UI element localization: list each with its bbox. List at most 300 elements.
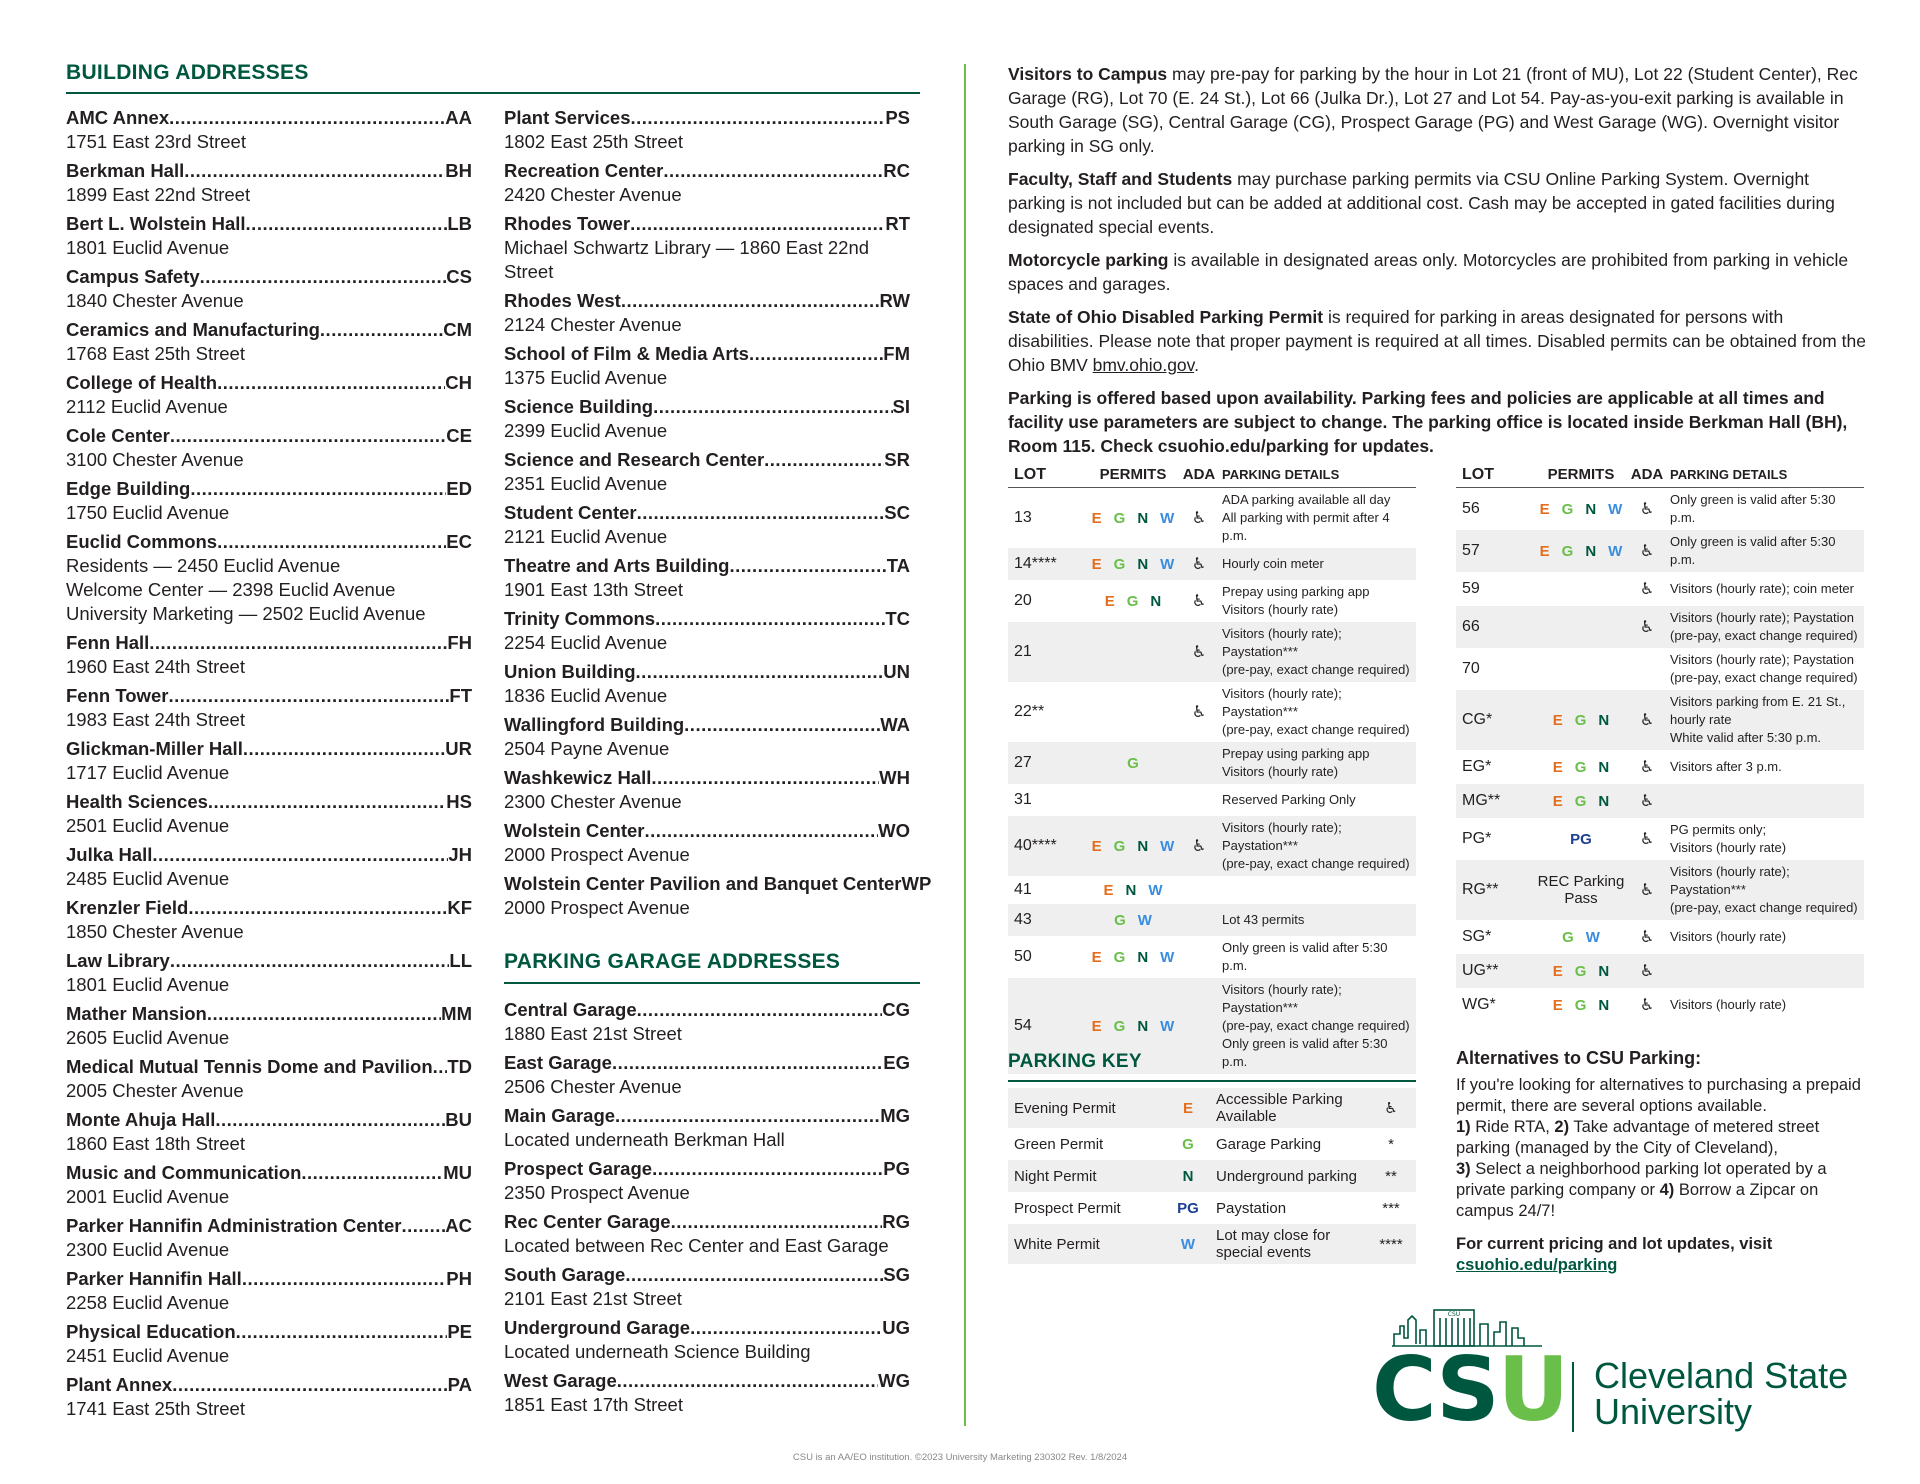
- table-row: [1008, 904, 1416, 936]
- address-entry: [504, 1369, 910, 1417]
- building-code: CG: [882, 999, 910, 1020]
- logo-badge-text: CSU: [1447, 1311, 1461, 1318]
- lot-number: 20: [1014, 592, 1032, 609]
- building-code: TD: [447, 1056, 472, 1077]
- building-name: Rhodes Tower: [504, 213, 631, 234]
- building-addresses-title: BUILDING ADDRESSES: [66, 61, 309, 84]
- leader-dots: [631, 106, 886, 130]
- lot-permits: [1084, 510, 1182, 527]
- csu-wordmark-part: U: [1497, 1338, 1568, 1441]
- lot-permits: [1532, 997, 1630, 1014]
- detail-line: Only green is valid after 5:30 p.m.: [1670, 534, 1836, 567]
- building-name: Rhodes West: [504, 290, 621, 311]
- csu-wordmark-part: CS: [1372, 1338, 1498, 1441]
- building-name: Wallingford Building: [504, 714, 685, 735]
- building-name: Plant Annex: [66, 1374, 173, 1395]
- lot-permits: [1532, 759, 1630, 776]
- lot-number: 41: [1014, 881, 1032, 898]
- detail-line: Visitors (hourly rate): [1670, 840, 1787, 855]
- symbol-description: Accessible Parking Available: [1216, 1091, 1343, 1125]
- permit-code: G: [1114, 911, 1126, 929]
- csu-wordmark: [1372, 1338, 1568, 1441]
- permit-code: E: [1539, 500, 1550, 518]
- detail-line: (pre-pay, exact change required): [1670, 628, 1858, 643]
- address-heading-row: [66, 265, 472, 289]
- address-heading-row: [504, 342, 910, 366]
- detail-line: All parking with permit after 4 p.m.: [1222, 510, 1390, 543]
- key-row: [1008, 1128, 1416, 1160]
- header-ada: ADA: [1182, 466, 1216, 483]
- lot-permits: [1532, 963, 1630, 980]
- building-name: Campus Safety: [66, 266, 200, 287]
- leader-dots: [188, 896, 447, 920]
- building-code: RT: [885, 213, 910, 234]
- leader-dots: [615, 1104, 880, 1128]
- street-address: 2420 Chester Avenue: [504, 184, 682, 205]
- address-entry: [66, 1002, 472, 1050]
- lot-number: 22**: [1014, 703, 1045, 720]
- table-row: [1008, 936, 1416, 978]
- detail-line: Only green is valid after 5:30 p.m.: [1222, 940, 1388, 973]
- detail-line: White valid after 5:30 p.m.: [1670, 730, 1822, 745]
- lot-permits: [1084, 838, 1182, 855]
- building-name: Mather Mansion: [66, 1003, 207, 1024]
- address-heading-row: [504, 554, 910, 578]
- permit-code: E: [1103, 881, 1114, 899]
- lot-permits: [1084, 882, 1182, 899]
- address-entry: [66, 1161, 472, 1209]
- detail-line: (pre-pay, exact change required): [1670, 900, 1858, 915]
- table-row: [1008, 488, 1416, 548]
- address-heading-row: [66, 843, 472, 867]
- detail-line: (pre-pay, exact change required): [1222, 662, 1410, 677]
- leader-dots: [170, 424, 446, 448]
- accessible-icon: ♿: [1639, 963, 1655, 980]
- accessible-icon: ♿: [1639, 712, 1655, 729]
- table-row: [1008, 622, 1416, 682]
- address-entry: [66, 1320, 472, 1368]
- university-name: [1594, 1355, 1849, 1432]
- building-name: Plant Services: [504, 107, 631, 128]
- lot-number: EG*: [1462, 758, 1492, 775]
- address-heading-row: [504, 713, 910, 737]
- address-entry: [66, 371, 472, 419]
- address-entry: [66, 1373, 472, 1421]
- lot-number: 21: [1014, 643, 1032, 660]
- leader-dots: [617, 1369, 878, 1393]
- address-entry: [504, 1104, 910, 1152]
- vertical-divider: [964, 64, 966, 1426]
- building-name: Rec Center Garage: [504, 1211, 671, 1232]
- lot-details: [1216, 936, 1416, 978]
- accessible-icon: ♿: [1639, 581, 1655, 598]
- address-heading-row: [66, 896, 472, 920]
- permit-code: E: [1552, 792, 1563, 810]
- address-entry: [504, 1051, 910, 1099]
- disabled-paragraph: [1008, 305, 1870, 377]
- accessible-icon: ♿: [1191, 510, 1207, 527]
- leader-dots: [655, 607, 885, 631]
- alternatives-title: Alternatives to CSU Parking:: [1456, 1048, 1702, 1068]
- building-name: Medical Mutual Tennis Dome and Pavilion: [66, 1056, 433, 1077]
- building-name: Student Center: [504, 502, 637, 523]
- accessible-icon: ♿: [1639, 759, 1655, 776]
- address-entry: [66, 949, 472, 997]
- address-entry: [504, 289, 910, 337]
- leader-dots: [236, 1320, 448, 1344]
- building-code: RC: [883, 160, 910, 181]
- address-entry: [504, 1210, 910, 1258]
- key-row: [1008, 1088, 1416, 1128]
- leader-dots: [170, 949, 450, 973]
- building-name: Parker Hannifin Administration Center: [66, 1215, 402, 1236]
- street-address: 1750 Euclid Avenue: [66, 502, 230, 523]
- street-address: 2504 Payne Avenue: [504, 738, 670, 759]
- address-heading-row: [504, 998, 910, 1022]
- leader-dots: [301, 1161, 443, 1185]
- permit-code: N: [1598, 758, 1610, 776]
- street-address: 2254 Euclid Avenue: [504, 632, 668, 653]
- address-entry: [66, 896, 472, 944]
- street-address: 1840 Chester Avenue: [66, 290, 244, 311]
- lot-details: [1216, 908, 1416, 932]
- building-code: MG: [880, 1105, 910, 1126]
- street-address: 2112 Euclid Avenue: [66, 396, 228, 417]
- permit-code: G: [1113, 948, 1126, 966]
- lot-details: [1216, 887, 1416, 893]
- building-name: Science and Research Center: [504, 449, 765, 470]
- building-name: East Garage: [504, 1052, 612, 1073]
- permit-code: N: [1598, 996, 1610, 1014]
- lot-details: [1664, 606, 1864, 648]
- lot-number: 31: [1014, 791, 1032, 808]
- building-name: Parker Hannifin Hall: [66, 1268, 242, 1289]
- address-heading-row: [66, 684, 472, 708]
- street-address: 1768 East 25th Street: [66, 343, 245, 364]
- building-code: EC: [446, 531, 472, 552]
- symbol-description: Lot may close for special events: [1216, 1227, 1331, 1261]
- permit-code: W: [1608, 542, 1623, 560]
- address-heading-row: [504, 607, 910, 631]
- building-name: Health Sciences: [66, 791, 208, 812]
- address-entry: [504, 660, 910, 708]
- motorcycle-heading: Motorcycle parking: [1008, 250, 1169, 270]
- permit-code: E: [1091, 837, 1102, 855]
- address-heading-row: [504, 212, 910, 236]
- key-rows: [1008, 1088, 1416, 1264]
- building-code: SC: [884, 502, 910, 523]
- permit-code: G: [1126, 592, 1139, 610]
- permit-code: PG: [1570, 830, 1592, 848]
- accessible-icon: ♿: [1639, 793, 1655, 810]
- leader-dots: [653, 395, 892, 419]
- faculty-paragraph: [1008, 167, 1870, 239]
- street-address: 1850 Chester Avenue: [66, 921, 244, 942]
- building-code: LB: [447, 213, 472, 234]
- bmv-link[interactable]: bmv.ohio.gov: [1092, 355, 1195, 375]
- leader-dots: [612, 1051, 883, 1075]
- university-name-line: Cleveland State: [1594, 1355, 1849, 1396]
- leader-dots: [208, 790, 446, 814]
- address-entry: [66, 843, 472, 891]
- permit-code: G: [1574, 962, 1587, 980]
- lot-number: WG*: [1462, 996, 1496, 1013]
- address-heading-row: [504, 1157, 910, 1181]
- disabled-heading: State of Ohio Disabled Parking Permit: [1008, 307, 1324, 327]
- table-row: [1008, 784, 1416, 816]
- address-entry: [66, 159, 472, 207]
- parking-website-link[interactable]: csuohio.edu/parking: [1456, 1256, 1618, 1274]
- address-heading-row: [66, 1373, 472, 1397]
- accessible-icon: ♿: [1191, 593, 1207, 610]
- detail-line: Visitors (hourly rate); Paystation: [1670, 610, 1854, 625]
- building-name: Main Garage: [504, 1105, 616, 1126]
- table-row: [1456, 572, 1864, 606]
- permit-code: G: [1574, 996, 1587, 1014]
- street-address: 1836 Euclid Avenue: [504, 685, 668, 706]
- lot-number: 54: [1014, 1017, 1032, 1034]
- alternatives-note: For current pricing and lot updates, visit: [1456, 1235, 1773, 1253]
- address-heading-row: [66, 318, 472, 342]
- address-heading-row: [504, 1263, 910, 1287]
- permit-code: N: [1585, 500, 1597, 518]
- lot-permits: [1532, 501, 1630, 518]
- table-row: [1456, 488, 1864, 530]
- leader-dots: [671, 1210, 883, 1234]
- permit-code: E: [1552, 996, 1563, 1014]
- option-text: Ride RTA,: [1470, 1118, 1555, 1136]
- building-code: PH: [446, 1268, 472, 1289]
- lot-details: [1664, 860, 1864, 920]
- lot-permits: [1532, 712, 1630, 729]
- permit-code: E: [1539, 542, 1550, 560]
- lot-number: MG**: [1462, 792, 1501, 809]
- visitors-text: may pre-pay for parking by the hour in Lot 21 (front of MU), Lot 22 (Student Center), Rec Garage (RG), Lot 70 (E. 24 St.), Lot 66 (Julka Dr.), Lot 27 and Lot 54. Pay-as-you-exit parking is available in South Garage (SG), Central Garage (CG), Prospect Garage (PG) and West Garage (WG). Overnight visitor parking in SG only.: [1008, 64, 1858, 156]
- building-code: UG: [882, 1317, 910, 1338]
- street-address: 2485 Euclid Avenue: [66, 868, 230, 889]
- address-heading-row: [66, 1002, 472, 1026]
- table-body: [1008, 488, 1416, 1074]
- lot-number: CG*: [1462, 711, 1493, 728]
- building-name: Prospect Garage: [504, 1158, 653, 1179]
- permit-code: W: [1137, 911, 1152, 929]
- leader-dots: [152, 843, 448, 867]
- building-code: UR: [445, 738, 472, 759]
- building-code: JH: [448, 844, 472, 865]
- address-list: [504, 106, 932, 920]
- detail-line: Visitors (hourly rate); Paystation***: [1222, 686, 1342, 719]
- leader-dots: [149, 631, 447, 655]
- permit-code: REC Parking Pass: [1537, 873, 1625, 907]
- address-heading-row: [504, 1104, 910, 1128]
- address-entry: [504, 395, 910, 443]
- street-address: 1801 Euclid Avenue: [66, 974, 230, 995]
- option-number: 1): [1456, 1118, 1471, 1136]
- street-address: 2005 Chester Avenue: [66, 1080, 244, 1101]
- detail-line: ADA parking available all day: [1222, 492, 1391, 507]
- street-address: Located underneath Berkman Hall: [504, 1129, 785, 1150]
- building-code: WG: [878, 1370, 910, 1391]
- street-address: 1801 Euclid Avenue: [66, 237, 230, 258]
- permit-code: E: [1091, 948, 1102, 966]
- accessible-icon: ♿: [1639, 619, 1655, 636]
- address-heading-row: [66, 477, 472, 501]
- permit-code: W: [1160, 1017, 1175, 1035]
- permit-code: G: [1113, 1017, 1126, 1035]
- building-name: Trinity Commons: [504, 608, 656, 629]
- lot-number: 50: [1014, 948, 1032, 965]
- building-name: Union Building: [504, 661, 636, 682]
- header-permits: PERMITS: [1099, 466, 1167, 483]
- lot-permits: [1084, 593, 1182, 610]
- leader-dots: [246, 212, 448, 236]
- permit-code: N: [1598, 792, 1610, 810]
- building-name: Wolstein Center Pavilion and Banquet Center: [504, 873, 902, 894]
- building-code: LL: [449, 950, 472, 971]
- building-code: WA: [880, 714, 910, 735]
- lot-details: [1216, 488, 1416, 548]
- address-entry: [504, 501, 910, 549]
- garage-list: [504, 998, 910, 1417]
- logo-divider: [1572, 1362, 1574, 1432]
- table-row: [1008, 816, 1416, 876]
- option-text: Take advantage of metered street parking (managed by the City of Cleveland),: [1456, 1118, 1820, 1157]
- address-heading-row: [504, 872, 932, 896]
- address-heading-row: [504, 819, 910, 843]
- address-heading-row: [66, 1161, 472, 1185]
- lot-permits: [1084, 912, 1182, 929]
- option-text: Select a neighborhood parking lot operated by a private parking company or: [1456, 1160, 1827, 1199]
- table-row: [1456, 988, 1864, 1022]
- address-entry: [66, 1214, 472, 1262]
- permit-code: N: [1598, 711, 1610, 729]
- table-row: [1456, 860, 1864, 920]
- address-entry: [504, 1157, 910, 1205]
- street-address: 1901 East 13th Street: [504, 579, 683, 600]
- lot-number: 40****: [1014, 837, 1057, 854]
- street-address: 2451 Euclid Avenue: [66, 1345, 230, 1366]
- building-name: College of Health: [66, 372, 218, 393]
- section-rule: [504, 982, 920, 984]
- building-name: Ceramics and Manufacturing: [66, 319, 320, 340]
- address-entry: [66, 1055, 472, 1103]
- disabled-end: .: [1194, 355, 1199, 375]
- building-code: WO: [878, 820, 910, 841]
- lot-details: [1216, 816, 1416, 876]
- lot-number: UG**: [1462, 962, 1499, 979]
- detail-line: Visitors (hourly rate); Paystation***: [1222, 982, 1342, 1015]
- permit-name: Evening Permit: [1014, 1099, 1116, 1117]
- table-header: [1456, 462, 1864, 488]
- leader-dots: [184, 159, 445, 183]
- permit-code: G: [1127, 754, 1139, 772]
- lot-details: [1664, 755, 1864, 779]
- street-address: 2605 Euclid Avenue: [66, 1027, 230, 1048]
- leader-dots: [652, 1157, 883, 1181]
- street-address: 2300 Euclid Avenue: [66, 1239, 230, 1260]
- building-code: AA: [445, 107, 472, 128]
- key-row: [1008, 1224, 1416, 1264]
- building-code: AC: [445, 1215, 472, 1236]
- permit-code: G: [1574, 792, 1587, 810]
- table-row: [1008, 876, 1416, 904]
- alternatives-intro: If you're looking for alternatives to purchasing a prepaid permit, there are several options available.: [1456, 1076, 1861, 1115]
- street-address: Located between Rec Center and East Garage: [504, 1235, 889, 1256]
- lot-number: 43: [1014, 911, 1032, 928]
- leader-dots: [625, 1263, 883, 1287]
- leader-dots: [651, 766, 879, 790]
- street-address: 2506 Chester Avenue: [504, 1076, 682, 1097]
- permit-code: E: [1091, 555, 1102, 573]
- building-code: CH: [445, 372, 472, 393]
- street-address: 2501 Euclid Avenue: [66, 815, 230, 836]
- building-name: Music and Communication: [66, 1162, 302, 1183]
- motorcycle-paragraph: [1008, 248, 1870, 296]
- permit-code: N: [1150, 592, 1162, 610]
- permit-name: White Permit: [1014, 1235, 1100, 1253]
- building-code: WP: [901, 873, 932, 894]
- leader-dots: [749, 342, 883, 366]
- street-address: 1983 East 24th Street: [66, 709, 245, 730]
- street-address: 2258 Euclid Avenue: [66, 1292, 230, 1313]
- address-entry: [66, 265, 472, 313]
- street-address: 2124 Chester Avenue: [504, 314, 682, 335]
- detail-line: Visitors (hourly rate): [1670, 929, 1787, 944]
- building-code: RG: [882, 1211, 910, 1232]
- permit-code: E: [1091, 1017, 1102, 1035]
- address-entry: [66, 1267, 472, 1315]
- leader-dots: [217, 530, 446, 554]
- address-entry: [504, 1316, 910, 1364]
- address-heading-row: [504, 660, 910, 684]
- lot-details: [1664, 577, 1864, 601]
- header-permits: PERMITS: [1547, 466, 1615, 483]
- detail-line: Visitors (hourly rate); Paystation***: [1222, 626, 1342, 659]
- address-heading-row: [66, 159, 472, 183]
- leader-dots: [729, 554, 886, 578]
- table-row: [1008, 742, 1416, 784]
- lot-permits: [1532, 793, 1630, 810]
- building-name: School of Film & Media Arts: [504, 343, 749, 364]
- address-entry: [504, 713, 910, 761]
- leader-dots: [242, 1267, 446, 1291]
- option-number: 4): [1659, 1181, 1675, 1199]
- permit-code: W: [1160, 555, 1175, 573]
- leader-dots: [207, 1002, 441, 1026]
- availability-paragraph: Parking is offered based upon availability. Parking fees and policies are applicable at all times and facility use parameters are subject to change. The parking office is located inside Berkman Hall (BH), Room 115. Check csuohio.edu/parking for updates.: [1008, 388, 1848, 456]
- street-address: 2350 Prospect Avenue: [504, 1182, 690, 1203]
- detail-line: Visitors after 3 p.m.: [1670, 759, 1782, 774]
- permit-code: E: [1091, 509, 1102, 527]
- building-name: Monte Ahuja Hall: [66, 1109, 216, 1130]
- building-code: EG: [883, 1052, 910, 1073]
- building-code: MU: [443, 1162, 472, 1183]
- lot-details: [1216, 552, 1416, 576]
- table-row: [1008, 548, 1416, 580]
- accessible-icon: ♿: [1191, 644, 1207, 661]
- building-name: Euclid Commons: [66, 531, 218, 552]
- address-entry: [504, 1263, 910, 1311]
- address-heading-row: [66, 1320, 472, 1344]
- address-heading-row: [66, 1214, 472, 1238]
- leader-dots: [217, 371, 445, 395]
- address-entry: [66, 631, 472, 679]
- leader-dots: [637, 998, 883, 1022]
- leader-dots: [644, 819, 878, 843]
- lot-details: [1216, 622, 1416, 682]
- street-address: 2121 Euclid Avenue: [504, 526, 668, 547]
- street-address: 1741 East 25th Street: [66, 1398, 245, 1419]
